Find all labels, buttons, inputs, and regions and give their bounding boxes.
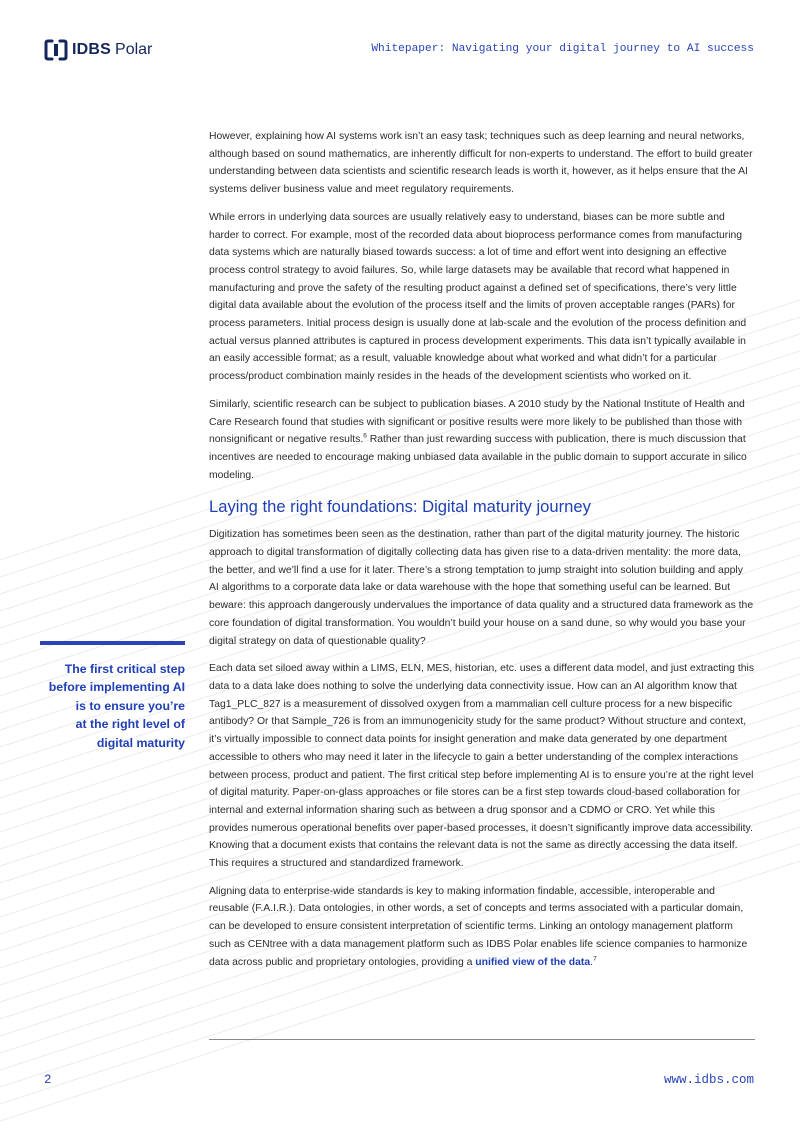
main-content [209,128,755,981]
paragraph-data-biases: While errors in underlying data sources are usually relatively easy to understand, biases can be more subtle and harder to correct. For example, most of the recorded data about bioprocess performance comes from manufacturing data systems which are naturally biased towards success: a lot of time and effort went into designing an effective process control strategy to avoid failures. So, while large datasets may be available that record what happened in manufacturing and prove the safety of the resulting product against a defined set of specifications, there’s very little digital data available about the evolution of the process itself and the limits of proven acceptable ranges (PARs) for process parameters. Initial process design is usually done at lab-scale and the evolution of the process definition and actual versus planned attributes is captured in process development experiments. This data isn’t typically available in an easily accessible format; as a result, valuable knowledge about what worked and what didn’t for a particular process/product combination mainly resides in the heads of the development scientists who worked on it. [209,211,747,383]
pull-quote-line: is to ensure you’re [75,698,185,713]
page-number: 2 [44,1073,52,1087]
publication-biases-text-a: Similarly, scientific research can be subject to publication biases. A 2010 study by the National Institute of Health and Care Research found that studies with significant or positive results were more likely to be published than those with nonsignificant or negative results. [209,398,745,446]
footer-url-link[interactable]: www.idbs.com [663,1073,754,1087]
footnote-ref-6[interactable]: 6 [363,432,367,440]
footer-divider [209,1039,755,1040]
paragraph-enterprise-standards [209,883,755,972]
pull-quote-line: at the right level of [75,717,185,732]
unified-view-link[interactable]: unified view of the data [475,956,591,968]
brand-name: IDBS [72,41,112,58]
idbs-bracket-logo-icon [44,38,68,62]
enterprise-standards-text: Aligning data to enterprise-wide standards is key to making information findable, accessible, interoperable and reusable (F.A.I.R.). Data ontologies, in other words, a set of concepts and terms associated with a particular domain, can be developed to ensure consistent interpretation of scientific terms. Linking an ontology management platform such as CENtree with a data management platform such as IDBS Polar enables life science companies to harmonize data across public and proprietary ontologies, providing a [209,885,748,968]
enterprise-standards-period: . [590,956,594,968]
paragraph-digitization: Digitization has sometimes been seen as the destination, rather than part of the digital maturity journey. The historic approach to digital transformation of digitally collecting data has given rise to a data-driven mentality: the more data, the better, and we’ll find a use for it later. There’s a strong temptation to jump straight into solution building and apply AI algorithms to a corporate data lake or data warehouse with the hope that something useful can be learned. But beware: this approach dangerously undervalues the importance of data quality and a structured data framework as the core foundation of digital transformation. You wouldn’t build your house on a sand dune, so why would you base your digital strategy on data of questionable quality? [209,529,754,647]
pull-quote-text [40,660,185,752]
section-heading: Laying the right foundations: Digital maturity journey [209,497,591,517]
paragraph-explaining-ai: However, explaining how AI systems work isn’t an easy task; techniques such as deep learning and neural networks, although based on sound mathematics, are inherently difficult for non-experts to understand. The effort to build greater understanding between data scientists and scientific research leads is worth it, however, as it helps ensure that the AI systems deliver business value and meet regulatory requirements. [209,131,753,196]
pull-quote [40,641,185,752]
paragraph-publication-biases [209,396,755,485]
paragraph-siloed-data: Each data set siloed away within a LIMS, ELN, MES, historian, etc. uses a different data model, and just extracting this data to a data lake does nothing to solve the underlying data connectivity issue. How can an AI algorithm know that Tag1_PLC_827 is a measurement of dissolved oxygen from a mammalian cell culture process for a new bispecific antibody? Or that Sample_726 is from an immunogenicity study for the same product? Without structure and context, it’s virtually impossible to connect data points for insight generation and make data generated by one department accessible to others who may need it later in the lifecycle to gain a better understanding of the complex interactions between process, product and patient. The first critical step before implementing AI is to ensure you’re at the right level of digital maturity. Paper-on-glass approaches or file stores can be a first step towards cloud-based collaboration for internal and external information sharing such as between a drug sponsor and a CDMO or CRO. Yet while this provides numerous operational benefits over paper-based processes, it doesn’t significantly improve data accessibility. Knowing that a document exists that contains the relevant data is not the same as directly accessing the data itself. This requires a structured and standardized framework. [209,663,755,870]
product-name: Polar [115,41,153,58]
pull-quote-line: before implementing AI [48,680,185,695]
idbs-polar-logo[interactable] [44,38,152,62]
page-header [0,0,800,80]
publication-biases-text-b: Rather than just rewarding success with publication, there is much discussion that incentives are needed to encourage making unbiased data available in the public domain to support accurate in silico modeling. [209,434,747,481]
pull-quote-line: The first critical step [64,662,185,676]
pull-quote-line: digital maturity [96,735,185,750]
pull-quote-rule [40,641,185,645]
footnote-ref-7[interactable]: 7 [593,955,597,963]
document-title: Whitepaper: Navigating your digital journey to AI success [371,43,754,55]
